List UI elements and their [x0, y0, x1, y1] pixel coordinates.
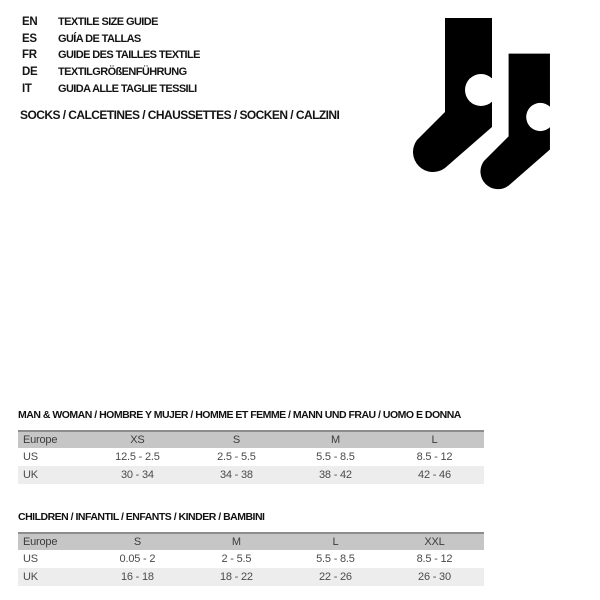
table-row: [18, 466, 484, 484]
language-row-de: [22, 64, 200, 81]
language-label: GUIDA ALLE TAGLIE TESSILI: [58, 82, 197, 95]
column-header: M: [286, 431, 385, 448]
column-header: Europe: [18, 533, 88, 550]
size-cell: 8.5 - 12: [416, 553, 453, 566]
table-title: CHILDREN / INFANTIL / ENFANTS / KINDER / BAMBINI: [18, 511, 265, 523]
table-row: [18, 448, 484, 466]
language-row-fr: [22, 47, 200, 64]
adults-size-table: [18, 430, 484, 484]
column-header: M: [187, 533, 286, 550]
size-cell: 8.5 - 12: [416, 451, 453, 464]
table-row: [18, 550, 484, 568]
size-cell: 5.5 - 8.5: [316, 553, 355, 566]
column-header: XXL: [385, 533, 484, 550]
row-label: UK: [23, 571, 38, 583]
row-label: US: [23, 451, 38, 464]
table-row: [18, 568, 484, 586]
children-size-table-section: [18, 511, 484, 586]
column-header: L: [286, 533, 385, 550]
language-label: TEXTILGRÖßENFÜHRUNG: [58, 66, 187, 79]
size-cell: 30 - 34: [120, 469, 154, 481]
sock-heel-cutout: [465, 74, 497, 106]
table-title: MAN & WOMAN / HOMBRE Y MUJER / HOMME ET FEMME / MANN UND FRAU / UOMO E DONNA: [18, 409, 461, 421]
language-code: EN: [22, 16, 38, 28]
size-cell: 22 - 26: [319, 571, 352, 583]
header-row: [18, 431, 484, 448]
table-body: [18, 550, 484, 586]
header-row: [18, 533, 484, 550]
column-header: L: [385, 431, 484, 448]
table-header-row: [18, 533, 484, 550]
column-header: S: [88, 533, 187, 550]
adults-size-table-section: [18, 409, 484, 484]
language-label: GUIDE DES TAILLES TEXTILE: [58, 49, 200, 62]
language-code: ES: [22, 32, 37, 45]
size-cell: 26 - 30: [418, 571, 451, 583]
language-label: TEXTILE SIZE GUIDE: [58, 16, 158, 28]
language-row-en: [22, 14, 200, 31]
language-code: DE: [22, 66, 38, 79]
size-cell: 42 - 46: [418, 469, 451, 481]
size-cell: 34 - 38: [219, 469, 253, 481]
language-row-it: [22, 81, 200, 98]
size-cell: 38 - 42: [319, 469, 352, 481]
table-body: [18, 448, 484, 484]
size-cell: 18 - 22: [219, 571, 253, 583]
column-header: Europe: [18, 431, 88, 448]
size-cell: 5.5 - 8.5: [316, 451, 355, 464]
size-cell: 2.5 - 5.5: [217, 451, 256, 464]
language-code: FR: [22, 49, 37, 62]
table-header-row: [18, 431, 484, 448]
language-list: [22, 14, 200, 98]
category-title: SOCKS / CALCETINES / CHAUSSETTES / SOCKEN / CALZINI: [20, 108, 340, 122]
column-header: XS: [88, 431, 187, 448]
sock-heel-cutout: [526, 103, 554, 131]
size-cell: 2 - 5.5: [221, 553, 252, 566]
size-cell: 12.5 - 2.5: [115, 451, 160, 464]
sock-front: [413, 18, 497, 172]
language-label: GUÍA DE TALLAS: [58, 32, 141, 45]
row-label: UK: [23, 469, 38, 481]
language-code: IT: [22, 82, 32, 95]
language-row-es: [22, 31, 200, 48]
column-header: S: [187, 431, 286, 448]
socks-icon: [400, 15, 570, 225]
size-cell: 16 - 18: [120, 571, 154, 583]
children-size-table: [18, 532, 484, 586]
size-cell: 0.05 - 2: [119, 553, 156, 566]
row-label: US: [23, 553, 38, 566]
